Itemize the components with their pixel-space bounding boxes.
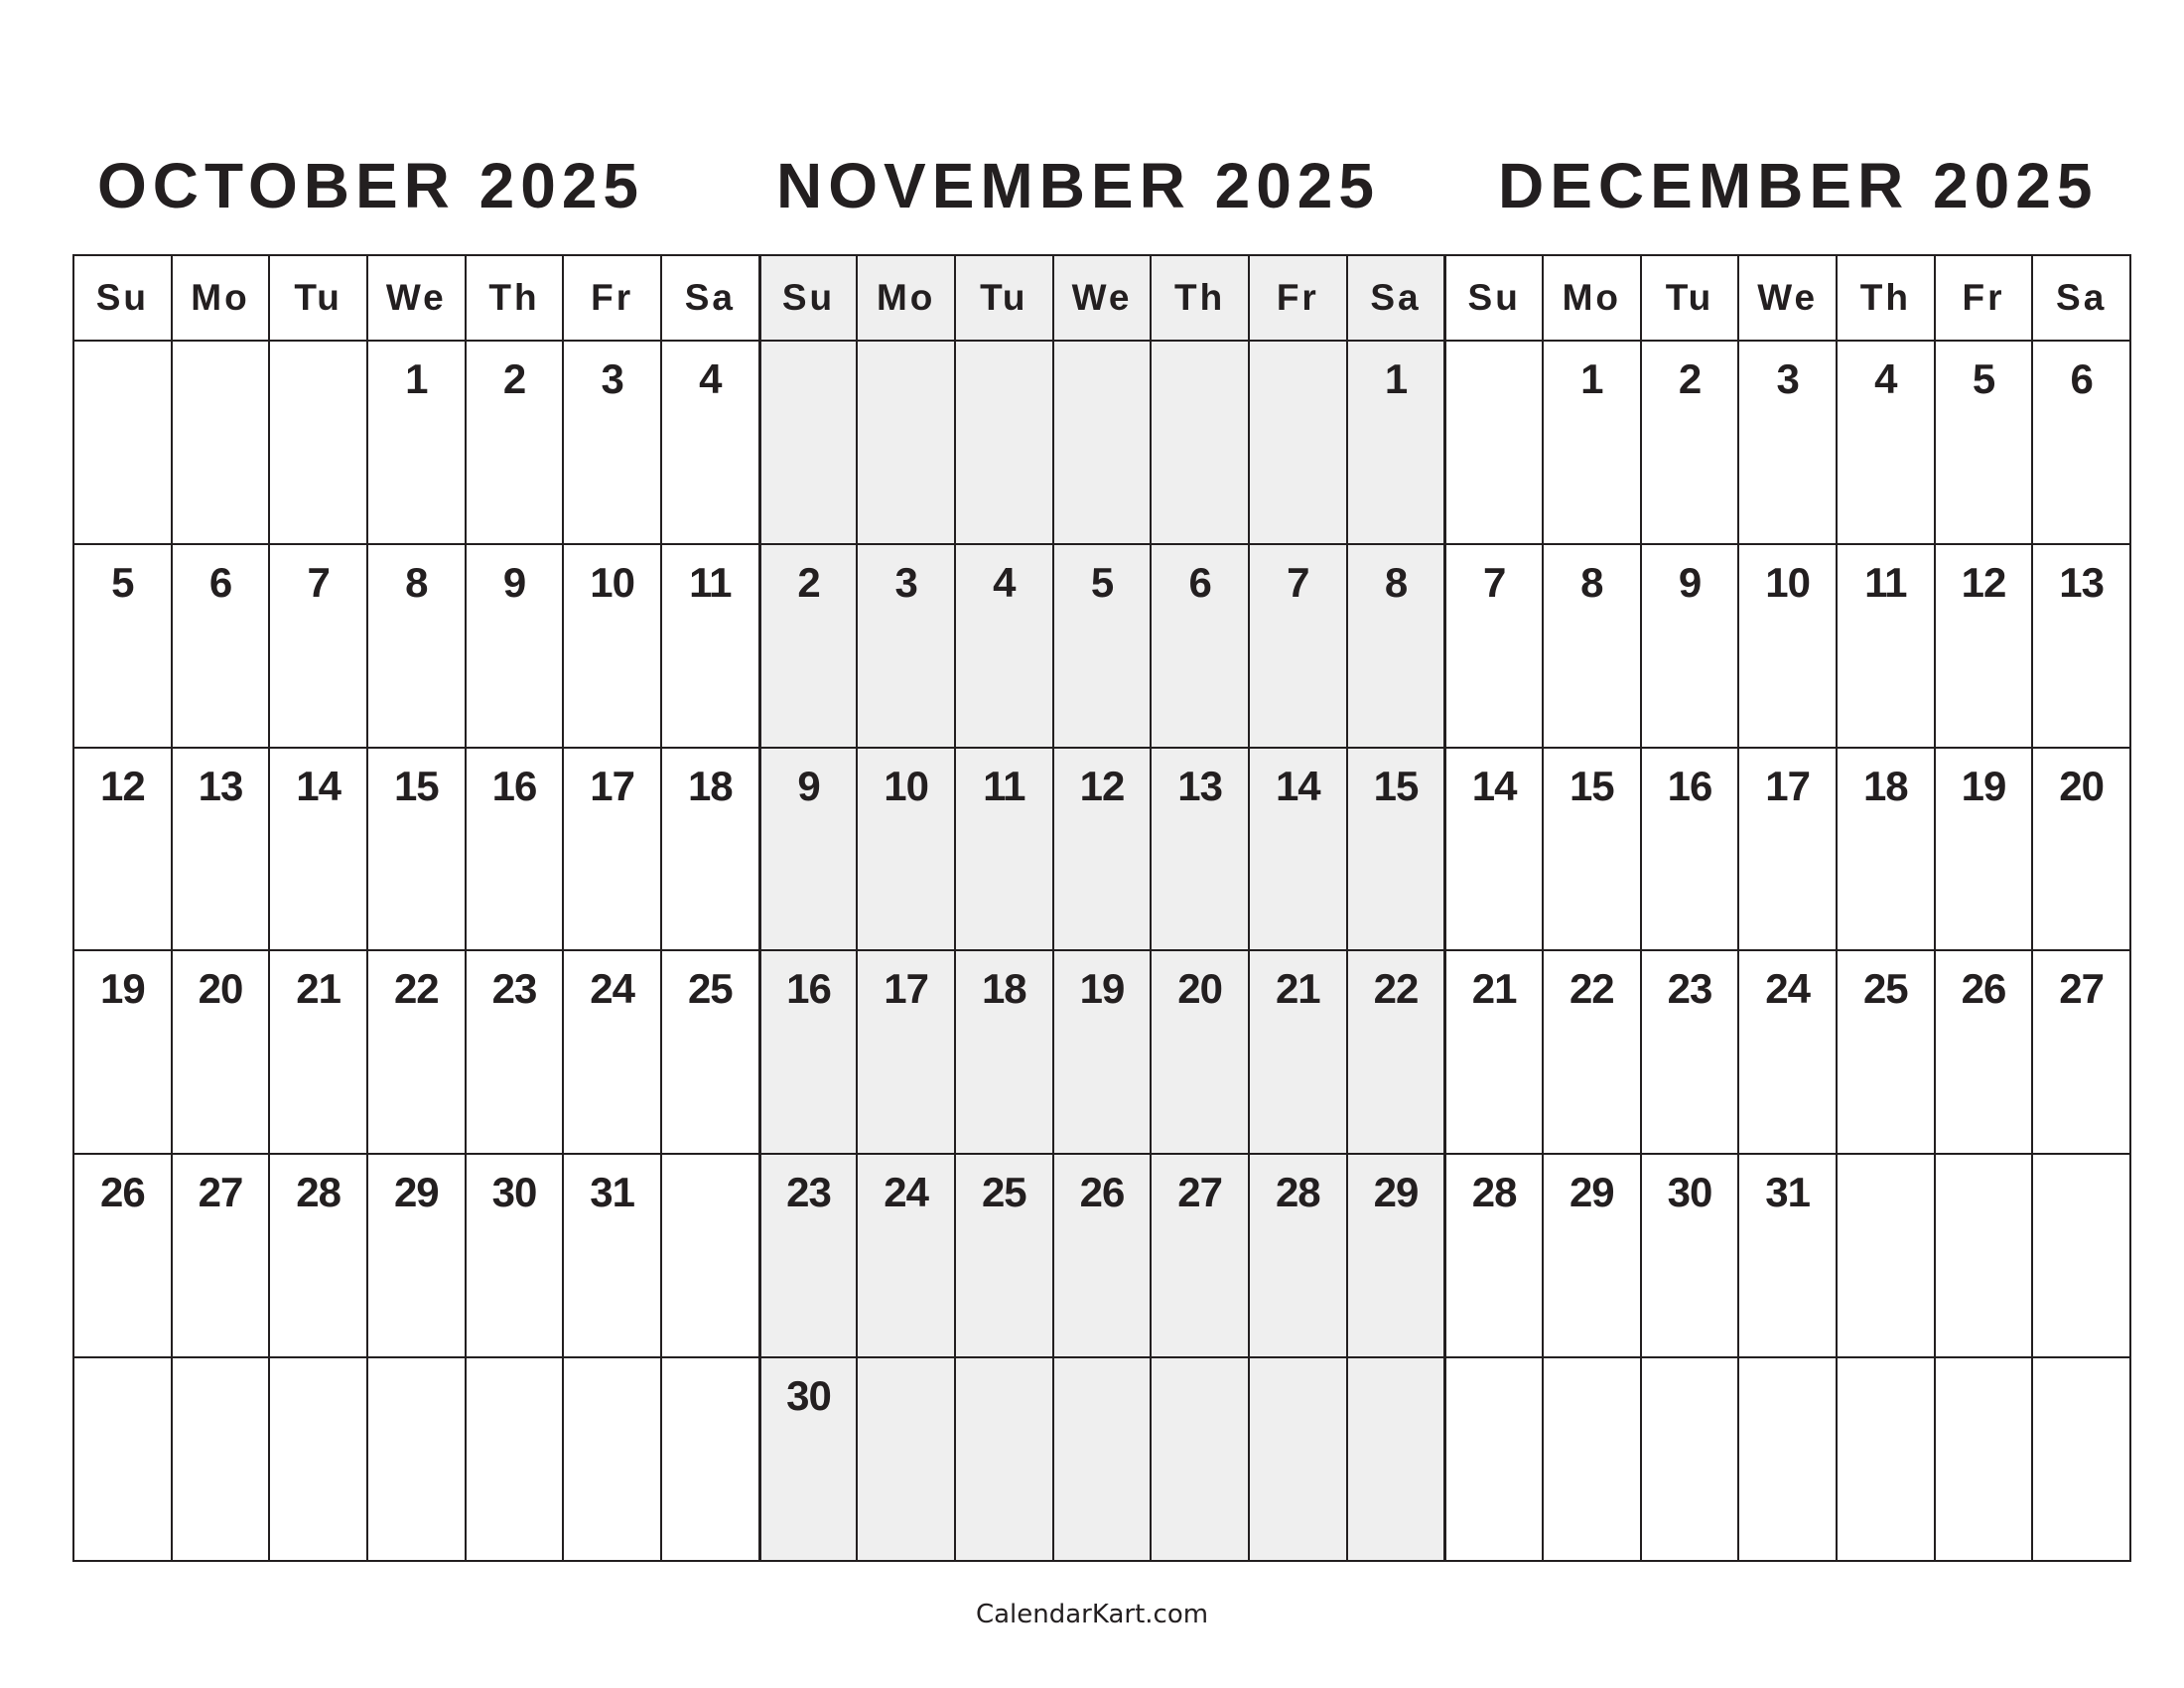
day-number: 28 [1275, 1169, 1320, 1216]
day-number: 12 [1961, 558, 2006, 606]
december-day-cell [2033, 951, 2131, 1155]
october-day-cell [74, 749, 173, 952]
october-day-cell [74, 1358, 173, 1562]
december-weekday-fr: Fr [1936, 256, 2034, 342]
october-weekday-su: Su [74, 256, 173, 342]
november-day-cell [760, 749, 859, 952]
october-day-cell [564, 1358, 662, 1562]
day-number: 23 [491, 965, 537, 1013]
day-number: 6 [2070, 355, 2093, 402]
day-number: 20 [198, 965, 243, 1013]
november-day-cell [1348, 951, 1446, 1155]
november-day-cell [1348, 545, 1446, 749]
day-number: 10 [590, 558, 635, 606]
october-title: OCTOBER 2025 [97, 150, 644, 221]
day-number: 17 [884, 965, 929, 1013]
october-day-cell [564, 545, 662, 749]
day-number: 20 [2059, 762, 2105, 809]
november-day-cell [760, 545, 859, 749]
december-day-cell [1936, 749, 2034, 952]
day-number: 24 [590, 965, 635, 1013]
december-day-cell [1838, 1358, 1936, 1562]
day-number: 8 [405, 558, 428, 606]
day-number: 26 [99, 1169, 145, 1216]
day-number: 2 [1678, 355, 1702, 402]
day-number: 14 [296, 762, 341, 809]
october-day-cell [74, 1155, 173, 1358]
day-number: 30 [786, 1372, 831, 1420]
october-day-cell [368, 342, 467, 545]
day-number: 11 [1864, 558, 1907, 606]
november-day-cell [1152, 545, 1250, 749]
day-number: 13 [2059, 558, 2105, 606]
december-day-cell [1445, 1155, 1544, 1358]
december-day-cell [1739, 951, 1838, 1155]
october-day-cell [662, 1155, 760, 1358]
november-weekday-we: We [1054, 256, 1153, 342]
november-day-cell [956, 545, 1054, 749]
day-number: 31 [590, 1169, 635, 1216]
december-day-cell [1445, 951, 1544, 1155]
october-day-cell [662, 342, 760, 545]
day-number: 6 [1188, 558, 1211, 606]
day-number: 18 [1862, 762, 1908, 809]
november-day-cell [1152, 749, 1250, 952]
day-number: 21 [1275, 965, 1320, 1013]
november-day-cell [858, 545, 956, 749]
day-number: 25 [1862, 965, 1908, 1013]
day-number: 8 [1384, 558, 1408, 606]
november-day-cell [858, 1358, 956, 1562]
october-day-cell [467, 951, 565, 1155]
december-day-cell [1936, 951, 2034, 1155]
october-day-cell [368, 545, 467, 749]
day-number: 16 [786, 965, 831, 1013]
day-number: 5 [1972, 355, 1995, 402]
december-day-cell [1544, 749, 1642, 952]
day-number: 12 [1079, 762, 1125, 809]
day-number: 1 [405, 355, 428, 402]
october-day-cell [368, 1155, 467, 1358]
day-number: 25 [981, 1169, 1026, 1216]
november-day-cell [1054, 1358, 1153, 1562]
october-day-cell [173, 749, 271, 952]
november-title: NOVEMBER 2025 [776, 150, 1380, 221]
october-day-cell [173, 1358, 271, 1562]
day-number: 14 [1471, 762, 1517, 809]
day-number: 29 [1569, 1169, 1614, 1216]
december-day-cell [1642, 1358, 1740, 1562]
november-weekday-mo: Mo [858, 256, 956, 342]
day-number: 4 [1874, 355, 1897, 402]
october-weekday-fr: Fr [564, 256, 662, 342]
november-day-cell [1250, 1358, 1348, 1562]
october-day-cell [74, 545, 173, 749]
december-day-cell [1838, 951, 1936, 1155]
december-day-cell [1838, 545, 1936, 749]
day-number: 6 [208, 558, 232, 606]
day-number: 13 [198, 762, 243, 809]
day-number: 28 [1471, 1169, 1517, 1216]
october-weekday-we: We [368, 256, 467, 342]
november-day-cell [760, 951, 859, 1155]
november-day-cell [1152, 342, 1250, 545]
november-day-cell [1250, 749, 1348, 952]
october-day-cell [564, 342, 662, 545]
day-number: 22 [1373, 965, 1419, 1013]
october-day-cell [270, 342, 368, 545]
october-day-cell [74, 951, 173, 1155]
day-number: 31 [1765, 1169, 1811, 1216]
november-day-cell [858, 1155, 956, 1358]
december-day-cell [1642, 1155, 1740, 1358]
day-number: 21 [296, 965, 341, 1013]
december-day-cell [1544, 1358, 1642, 1562]
day-number: 10 [884, 762, 929, 809]
november-day-cell [1152, 1155, 1250, 1358]
december-day-cell [2033, 545, 2131, 749]
october-day-cell [173, 342, 271, 545]
day-number: 18 [981, 965, 1026, 1013]
october-day-cell [368, 951, 467, 1155]
november-day-cell [1054, 545, 1153, 749]
day-number: 28 [296, 1169, 341, 1216]
day-number: 10 [1765, 558, 1811, 606]
december-day-cell [1838, 342, 1936, 545]
day-number: 4 [699, 355, 722, 402]
day-number: 11 [983, 762, 1025, 809]
day-number: 15 [1373, 762, 1419, 809]
day-number: 4 [993, 558, 1016, 606]
october-weekday-th: Th [467, 256, 565, 342]
footer-site-name: CalendarKart.com [975, 1600, 1209, 1629]
october-day-cell [74, 342, 173, 545]
day-number: 24 [884, 1169, 929, 1216]
november-day-cell [1152, 951, 1250, 1155]
day-number: 27 [198, 1169, 243, 1216]
december-day-cell [1544, 545, 1642, 749]
november-day-cell [956, 951, 1054, 1155]
december-day-cell [1838, 749, 1936, 952]
december-day-cell [1642, 749, 1740, 952]
december-weekday-sa: Sa [2033, 256, 2131, 342]
day-number: 3 [1776, 355, 1799, 402]
december-day-cell [1445, 749, 1544, 952]
day-number: 27 [1177, 1169, 1223, 1216]
december-day-cell [1445, 545, 1544, 749]
december-day-cell [2033, 1358, 2131, 1562]
december-day-cell [1739, 1358, 1838, 1562]
december-weekday-th: Th [1838, 256, 1936, 342]
day-number: 30 [491, 1169, 537, 1216]
november-day-cell [858, 749, 956, 952]
december-day-cell [2033, 342, 2131, 545]
october-day-cell [467, 749, 565, 952]
october-day-cell [270, 749, 368, 952]
december-day-cell [1936, 1358, 2034, 1562]
november-day-cell [1348, 749, 1446, 952]
day-number: 5 [1090, 558, 1114, 606]
november-weekday-th: Th [1152, 256, 1250, 342]
december-day-cell [1544, 342, 1642, 545]
day-number: 15 [1569, 762, 1614, 809]
day-number: 19 [1961, 762, 2006, 809]
november-day-cell [760, 342, 859, 545]
october-day-cell [662, 749, 760, 952]
day-number: 17 [1765, 762, 1811, 809]
day-number: 23 [1667, 965, 1712, 1013]
october-day-cell [270, 1155, 368, 1358]
october-day-cell [173, 1155, 271, 1358]
december-day-cell [1739, 749, 1838, 952]
october-weekday-sa: Sa [662, 256, 760, 342]
october-day-cell [564, 951, 662, 1155]
day-number: 1 [1580, 355, 1603, 402]
december-weekday-we: We [1739, 256, 1838, 342]
october-day-cell [662, 545, 760, 749]
november-day-cell [1054, 951, 1153, 1155]
day-number: 5 [111, 558, 134, 606]
day-number: 26 [1961, 965, 2006, 1013]
calendar-grid [72, 254, 2131, 1562]
october-day-cell [368, 749, 467, 952]
day-number: 14 [1275, 762, 1320, 809]
day-number: 20 [1177, 965, 1223, 1013]
october-weekday-tu: Tu [270, 256, 368, 342]
october-day-cell [467, 1155, 565, 1358]
october-day-cell [467, 545, 565, 749]
november-day-cell [1054, 749, 1153, 952]
november-day-cell [858, 342, 956, 545]
day-number: 9 [797, 762, 820, 809]
day-number: 16 [1667, 762, 1712, 809]
day-number: 12 [99, 762, 145, 809]
december-day-cell [1642, 951, 1740, 1155]
october-day-cell [662, 1358, 760, 1562]
day-number: 22 [393, 965, 439, 1013]
december-day-cell [1838, 1155, 1936, 1358]
day-number: 3 [894, 558, 917, 606]
day-number: 11 [689, 558, 732, 606]
november-weekday-su: Su [760, 256, 859, 342]
december-day-cell [1445, 342, 1544, 545]
day-number: 8 [1580, 558, 1603, 606]
november-day-cell [956, 1155, 1054, 1358]
october-day-cell [270, 1358, 368, 1562]
october-day-cell [662, 951, 760, 1155]
november-weekday-fr: Fr [1250, 256, 1348, 342]
december-day-cell [1936, 545, 2034, 749]
october-day-cell [173, 545, 271, 749]
day-number: 16 [491, 762, 537, 809]
november-weekday-tu: Tu [956, 256, 1054, 342]
october-day-cell [467, 1358, 565, 1562]
december-day-cell [1739, 545, 1838, 749]
day-number: 25 [687, 965, 733, 1013]
day-number: 15 [393, 762, 439, 809]
november-day-cell [1250, 342, 1348, 545]
december-day-cell [1445, 1358, 1544, 1562]
december-day-cell [1936, 1155, 2034, 1358]
october-day-cell [270, 545, 368, 749]
december-day-cell [2033, 1155, 2131, 1358]
october-day-cell [564, 1155, 662, 1358]
day-number: 22 [1569, 965, 1614, 1013]
october-day-cell [467, 342, 565, 545]
day-number: 2 [797, 558, 820, 606]
day-number: 1 [1384, 355, 1408, 402]
november-day-cell [1054, 342, 1153, 545]
november-day-cell [1250, 545, 1348, 749]
november-day-cell [760, 1155, 859, 1358]
day-number: 9 [502, 558, 526, 606]
day-number: 19 [99, 965, 145, 1013]
day-number: 29 [393, 1169, 439, 1216]
november-weekday-sa: Sa [1348, 256, 1446, 342]
december-day-cell [1544, 1155, 1642, 1358]
day-number: 17 [590, 762, 635, 809]
december-weekday-su: Su [1445, 256, 1544, 342]
november-day-cell [858, 951, 956, 1155]
day-number: 26 [1079, 1169, 1125, 1216]
day-number: 29 [1373, 1169, 1419, 1216]
day-number: 7 [307, 558, 330, 606]
december-day-cell [1642, 342, 1740, 545]
december-weekday-mo: Mo [1544, 256, 1642, 342]
december-day-cell [1642, 545, 1740, 749]
october-day-cell [270, 951, 368, 1155]
november-day-cell [956, 342, 1054, 545]
december-day-cell [1544, 951, 1642, 1155]
october-weekday-mo: Mo [173, 256, 271, 342]
day-number: 18 [687, 762, 733, 809]
day-number: 2 [502, 355, 526, 402]
october-day-cell [173, 951, 271, 1155]
november-day-cell [1348, 1155, 1446, 1358]
day-number: 21 [1471, 965, 1517, 1013]
december-day-cell [1936, 342, 2034, 545]
november-day-cell [956, 1358, 1054, 1562]
day-number: 7 [1482, 558, 1506, 606]
day-number: 27 [2059, 965, 2105, 1013]
october-day-cell [564, 749, 662, 952]
november-day-cell [1250, 1155, 1348, 1358]
day-number: 9 [1678, 558, 1702, 606]
day-number: 23 [786, 1169, 831, 1216]
december-day-cell [1739, 1155, 1838, 1358]
december-day-cell [1739, 342, 1838, 545]
november-day-cell [760, 1358, 859, 1562]
november-day-cell [1152, 1358, 1250, 1562]
day-number: 30 [1667, 1169, 1712, 1216]
november-day-cell [1250, 951, 1348, 1155]
day-number: 19 [1079, 965, 1125, 1013]
november-day-cell [956, 749, 1054, 952]
day-number: 24 [1765, 965, 1811, 1013]
october-day-cell [368, 1358, 467, 1562]
december-weekday-tu: Tu [1642, 256, 1740, 342]
november-day-cell [1348, 1358, 1446, 1562]
day-number: 13 [1177, 762, 1223, 809]
november-day-cell [1054, 1155, 1153, 1358]
december-title: DECEMBER 2025 [1498, 150, 2099, 221]
day-number: 3 [601, 355, 623, 402]
december-day-cell [2033, 749, 2131, 952]
day-number: 7 [1287, 558, 1309, 606]
november-day-cell [1348, 342, 1446, 545]
